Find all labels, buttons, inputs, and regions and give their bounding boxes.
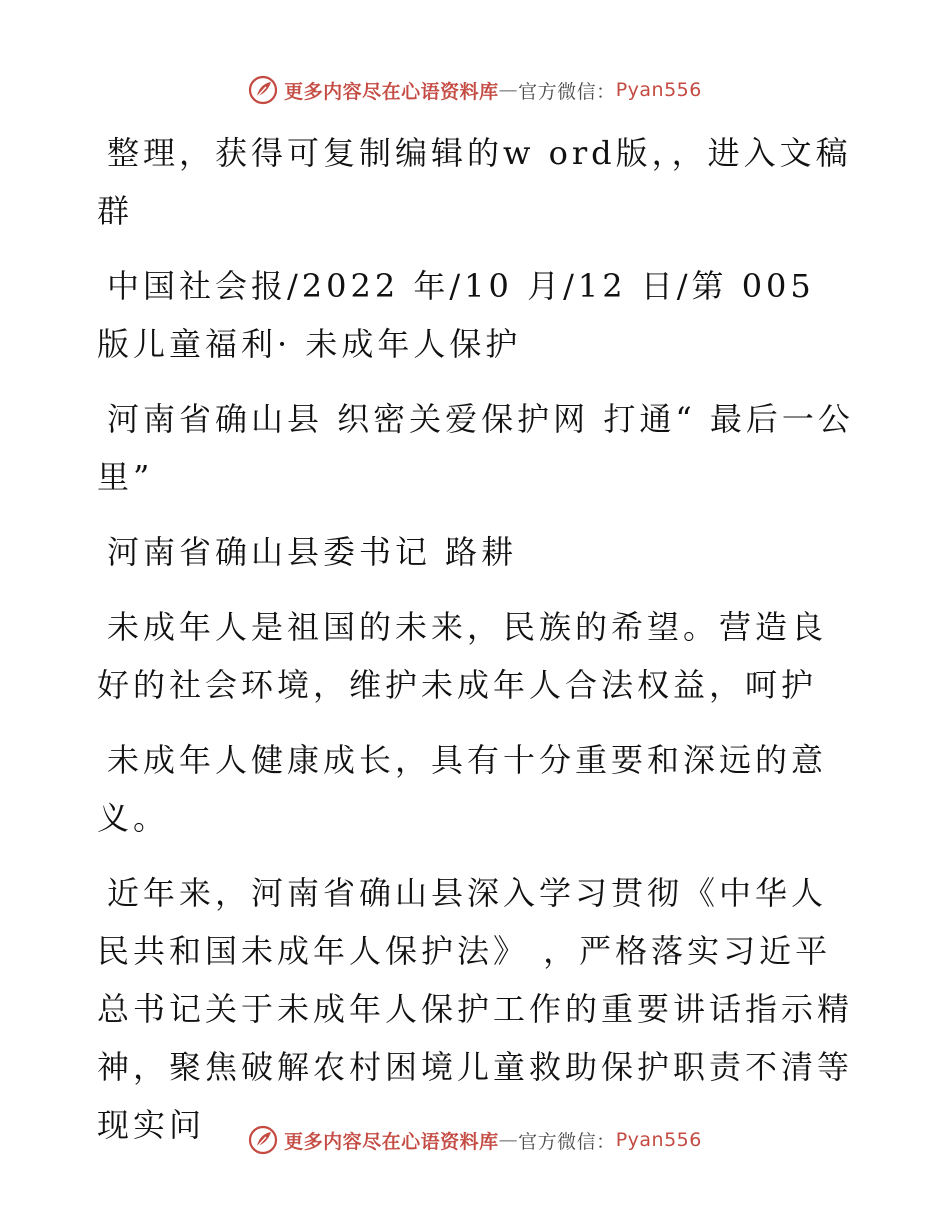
paragraph-6: 未成年人健康成长，具有十分重要和深远的意义。 xyxy=(97,741,828,837)
paragraph-4: 河南省确山县委书记 路耕 xyxy=(107,533,518,571)
red-leaf-logo-icon xyxy=(248,1125,278,1155)
banner-main-text: 更多内容尽在心语资料库 xyxy=(284,80,499,103)
header-banner xyxy=(0,70,950,110)
banner-main-text: 更多内容尽在心语资料库 xyxy=(284,1130,499,1153)
banner-wechat-label: 官方微信： xyxy=(518,1130,616,1153)
paragraph-2: 中国社会报/2022 年/10 月/12 日/第 005 版儿童福利· 未成年人保护 xyxy=(97,267,815,363)
banner-wechat-label: 官方微信： xyxy=(518,80,616,103)
paragraph-5: 未成年人是祖国的未来，民族的希望。营造良好的社会环境，维护未成年人合法权益，呵护 xyxy=(97,608,828,704)
banner-wechat-id: Pyan556 xyxy=(615,79,702,101)
banner-text xyxy=(284,1127,702,1154)
footer-banner xyxy=(0,1120,950,1160)
banner-dash: — xyxy=(498,1129,519,1151)
document-body xyxy=(97,124,857,1171)
paragraph-3: 河南省确山县 织密关爱保护网 打通“ 最后一公里” xyxy=(97,400,854,496)
red-leaf-logo-icon xyxy=(248,75,278,105)
paragraph-1: 整理，获得可复制编辑的w ord版，，进入文稿群 xyxy=(97,134,852,230)
banner-text xyxy=(284,77,702,104)
paragraph-7: 近年来，河南省确山县深入学习贯彻《中华人民共和国未成年人保护法》 ，严格落实习近平总书记关于未成年人保护工作的重要讲话指示精神，聚焦破解农村困境儿童救助保护职责不清等现实问 xyxy=(97,874,854,1144)
banner-wechat-id: Pyan556 xyxy=(615,1129,702,1151)
banner-dash: — xyxy=(498,79,519,101)
